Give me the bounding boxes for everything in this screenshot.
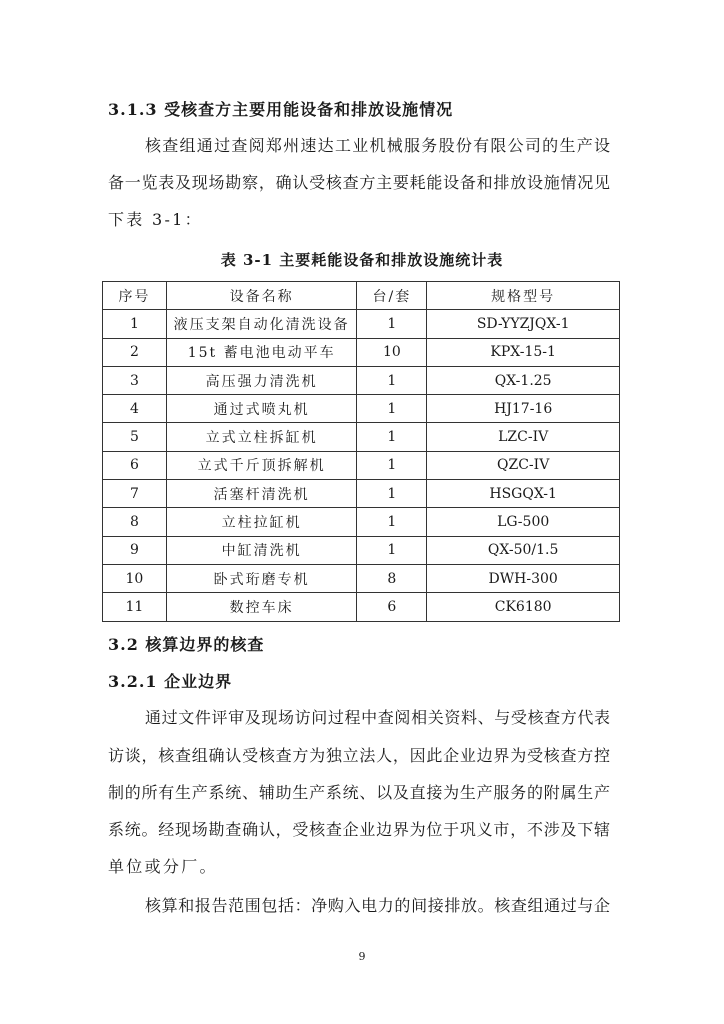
table-cell: QX-1.25	[427, 366, 620, 394]
table-cell: 1	[357, 395, 427, 423]
table-cell: 1	[357, 508, 427, 536]
table-row	[103, 564, 620, 592]
table-cell: 3	[103, 366, 167, 394]
table-cell: KPX-15-1	[427, 338, 620, 366]
table-cell: 1	[357, 480, 427, 508]
table-cell: 立式千斤顶拆解机	[166, 451, 357, 479]
section-heading-3-1-3: 3.1.3 受核查方主要用能设备和排放设施情况	[108, 100, 454, 119]
paragraph-line: 核算和报告范围包括：净购入电力的间接排放。核查组通过与企	[145, 896, 610, 915]
table-row	[103, 366, 620, 394]
paragraph-line: 系统。经现场勘查确认，受核查企业边界为位于巩义市，不涉及下辖	[108, 820, 610, 839]
table-cell: 液压支架自动化清洗设备	[166, 310, 357, 338]
table-cell: 6	[103, 451, 167, 479]
table-cell: 8	[357, 564, 427, 592]
table-row	[103, 310, 620, 338]
table-cell: LZC-IV	[427, 423, 620, 451]
table-cell: 7	[103, 480, 167, 508]
column-header: 规格型号	[427, 282, 620, 310]
table-cell: 立柱拉缸机	[166, 508, 357, 536]
table-cell: 8	[103, 508, 167, 536]
table-cell: 数控车床	[166, 593, 357, 621]
table-cell: 活塞杆清洗机	[166, 480, 357, 508]
paragraph-line: 单位或分厂。	[108, 857, 218, 876]
section-heading-3-2: 3.2 核算边界的核查	[108, 635, 265, 654]
table-cell: HJ17-16	[427, 395, 620, 423]
table-cell: 4	[103, 395, 167, 423]
table-cell: 9	[103, 536, 167, 564]
table-row	[103, 338, 620, 366]
table-cell: DWH-300	[427, 564, 620, 592]
table-cell: 1	[103, 310, 167, 338]
table-cell: 1	[357, 310, 427, 338]
column-header: 台/套	[357, 282, 427, 310]
paragraph-line: 核查组通过查阅郑州速达工业机械服务股份有限公司的生产设	[145, 136, 610, 155]
table-cell: 15t 蓄电池电动平车	[166, 338, 357, 366]
table-cell: 2	[103, 338, 167, 366]
table-cell: 1	[357, 536, 427, 564]
table-cell: 1	[357, 451, 427, 479]
table-cell: 1	[357, 366, 427, 394]
table-cell: SD-YYZJQX-1	[427, 310, 620, 338]
table-row	[103, 508, 620, 536]
paragraph-line: 下表 3-1：	[108, 210, 203, 229]
paragraph-line: 制的所有生产系统、辅助生产系统、以及直接为生产服务的附属生产	[108, 783, 610, 802]
table-cell: QZC-IV	[427, 451, 620, 479]
table-row	[103, 536, 620, 564]
table-caption: 表 3-1 主要耗能设备和排放设施统计表	[220, 251, 504, 269]
table-row	[103, 395, 620, 423]
paragraph-line: 通过文件评审及现场访问过程中查阅相关资料、与受核查方代表	[145, 708, 610, 727]
table-cell: 通过式喷丸机	[166, 395, 357, 423]
paragraph-line: 访谈，核查组确认受核查方为独立法人，因此企业边界为受核查方控	[108, 746, 610, 765]
table-cell: 中缸清洗机	[166, 536, 357, 564]
table-cell: 6	[357, 593, 427, 621]
table-cell: HSGQX-1	[427, 480, 620, 508]
table-cell: 11	[103, 593, 167, 621]
paragraph-line: 备一览表及现场勘察，确认受核查方主要耗能设备和排放设施情况见	[108, 173, 610, 192]
table-cell: 1	[357, 423, 427, 451]
equipment-table	[102, 281, 620, 622]
table-cell: CK6180	[427, 593, 620, 621]
column-header: 序号	[103, 282, 167, 310]
table-cell: 10	[357, 338, 427, 366]
table-cell: 高压强力清洗机	[166, 366, 357, 394]
table-cell: 10	[103, 564, 167, 592]
section-heading-3-2-1: 3.2.1 企业边界	[108, 672, 233, 691]
table-cell: 卧式珩磨专机	[166, 564, 357, 592]
table-cell: 立式立柱拆缸机	[166, 423, 357, 451]
table-row	[103, 480, 620, 508]
table-header-row	[103, 282, 620, 310]
table-row	[103, 451, 620, 479]
table-row	[103, 593, 620, 621]
table-row	[103, 423, 620, 451]
column-header: 设备名称	[166, 282, 357, 310]
page-number: 9	[358, 950, 366, 963]
table-cell: 5	[103, 423, 167, 451]
table-cell: LG-500	[427, 508, 620, 536]
table-cell: QX-50/1.5	[427, 536, 620, 564]
